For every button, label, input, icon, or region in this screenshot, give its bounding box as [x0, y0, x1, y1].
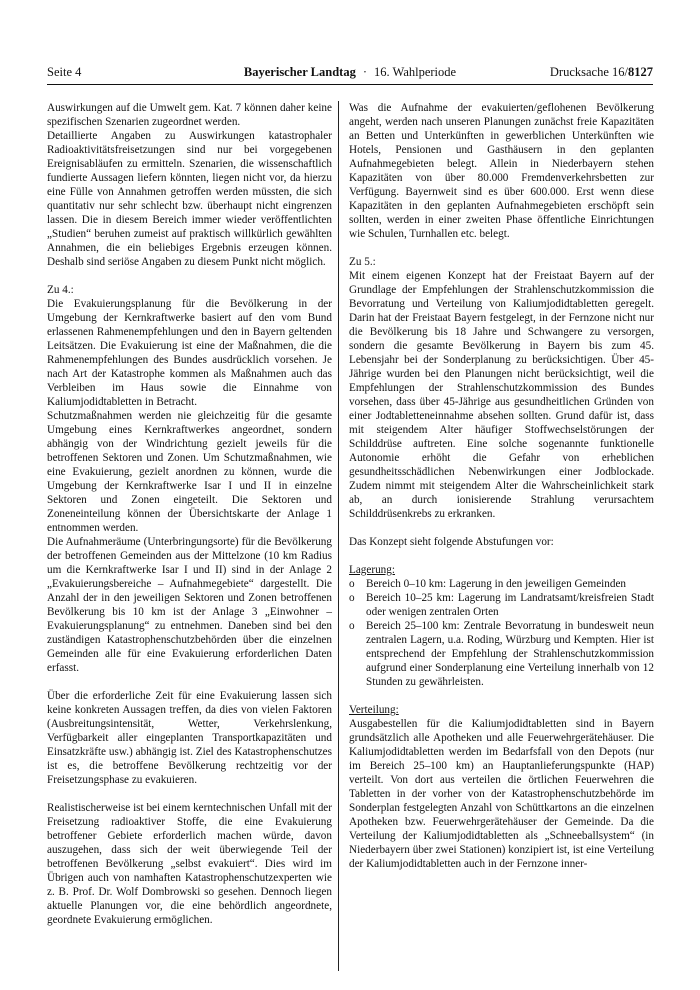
- list-item: [349, 591, 654, 619]
- bullet-marker: o: [349, 620, 355, 632]
- page-number: Seite 4: [47, 65, 82, 79]
- document-id-prefix: Drucksache 16/: [549, 65, 628, 79]
- right-column: [349, 101, 654, 871]
- publication-title: Bayerischer Landtag: [243, 65, 356, 79]
- bullet-marker: o: [349, 578, 355, 590]
- paragraph: Auswirkungen auf die Umwelt gem. Kat. 7 können daher keine spezifischen Szenarien zugeordnet werden.: [47, 102, 332, 128]
- list-item-text: Bereich 0–10 km: Lagerung in den jeweiligen Gemeinden: [366, 578, 627, 590]
- list-item-text: Bereich 10–25 km: Lagerung im Landratsamt/kreisfreien Stadt oder wenigen zentralen Orten: [366, 592, 654, 618]
- paragraph: Die Aufnahmeräume (Unterbringungsorte) für die Bevölkerung der betroffenen Gemeinden aus der Mittelzone (10 km Radius um die Kernkraftwerke Isar I und II) sind in der Anlage 2 „Evakuierungsbereiche – Aufnahmegebiete“ dargestellt. Die Anzahl der in den jeweiligen Sektoren und Zonen betroffenen Bevölkerung bis 10 km ist der Anlage 3 „Einwohner – Evakuierungsplanung“ zu entnehmen. Daneben sind bei den zuständigen Katastrophenschutzbehörden über die einzelnen Gemeinden alle für eine Evakuierung erforderlichen Daten erfasst.: [47, 536, 332, 674]
- header-separator: ·: [362, 65, 367, 79]
- paragraph: Schutzmaßnahmen werden nie gleichzeitig für die gesamte Umgebung eines Kernkraftwerkes angeordnet, sondern abhängig von der Windrichtung gezielt jeweils für die betroffenen Sektoren und Zonen. Um Schutzmaßnahmen, wie eine Evakuierung, gezielt anordnen zu können, wurde die Umgebung der Kernkraftwerke Isar I und II in einzelne Sektoren und Zonen eingeteilt. Die Sektoren und Zoneneinteilung können der Übersichtskarte der Anlage 1 entnommen werden.: [47, 410, 332, 534]
- section-heading: Zu 5.:: [349, 256, 376, 268]
- section-heading: Zu 4.:: [47, 284, 74, 296]
- paragraph: Mit einem eigenen Konzept hat der Freistaat Bayern auf der Grundlage der Empfehlungen der Strahlenschutzkommission die Bevorratung und Verteilung von Kaliumjodidtabletten geregelt. Darin hat der Freistaat Bayern festgelegt, in der Fernzone nicht nur die Bevölkerung bis 18 Jahre und Schwangere zu versorgen, sondern die gesamte Bevölkerung in Bayern bis zum 45. Lebensjahr bei der Sonderplanung zu berücksichtigen. Über 45-Jährige wurden bei den Planungen nicht berücksichtigt, weil die Empfehlungen der Strahlenschutzkommission des Bundes vorsehen, dass über 45-Jährige aus gesundheitlichen Gründen von einer Jodtabletteneinnahme absehen sollten. Grund dafür ist, dass mit steigendem Alter häufiger Stoffwechselstörungen der Schilddrüse auftreten. Eine solche sogenannte funktionelle Autonomie erhöht die Gefahr von erheblichen gesundheitsschädlichen Nebenwirkungen einer Jodblockade. Zudem nimmt mit steigendem Alter die Wahrscheinlichkeit stark ab, an durch ionisierende Strahlung verursachtem Schilddrüsenkrebs zu erkranken.: [349, 270, 654, 520]
- list-item: [349, 577, 654, 591]
- paragraph: Was die Aufnahme der evakuierten/geflohenen Bevölkerung angeht, werden nach unseren Planungen zunächst freie Kapazitäten an Betten und Unterkünften in gewerblichen Unterkünften wie Hotels, Pensionen und Gasthäusern in den geplanten Aufnahmegebieten belegt. Allein in Niederbayern stehen Kapazitäten von über 80.000 Fremdenverkehrsbetten zur Verfügung. Bayernweit sind es über 600.000. Erst wenn diese Kapazitäten in den geplanten Aufnahmegebieten erschöpft sein sollten, werden in einer zweiten Phase öffentliche Einrichtungen wie Schulen, Turnhallen etc. belegt.: [349, 102, 654, 240]
- paragraph: Die Evakuierungsplanung für die Bevölkerung in der Umgebung der Kernkraftwerke basiert auf den vom Bund erlassenen Rahmenempfehlungen und den in Bayern geltenden Leitsätzen. Die Evakuierung ist eine der Maßnahmen, die die Rahmenempfehlungen des Bundes ausdrücklich vorsehen. Je nach Art der Katastrophe kommen als Maßnahmen auch das Verbleiben im Haus sowie die Einnahme von Kaliumjodidtabletten in Betracht.: [47, 298, 332, 408]
- storage-list: [349, 577, 654, 689]
- paragraph: Das Konzept sieht folgende Abstufungen vor:: [349, 536, 554, 548]
- paragraph: Ausgabestellen für die Kaliumjodidtabletten sind in Bayern grundsätzlich alle Apotheken und alle Feuerwehrgerätehäuser. Die Kaliumjodidtabletten werden im Bedarfsfall von den Depots (nur im Bereich 25–100 km) an Hauptanlieferungspunkte (HAP) verteilt. Von dort aus verteilen die örtlichen Feuerwehren die Tabletten in der vorher von der Katastrophenschutzbehörde im Sonderplan festgelegten Anzahl von Schüttkartons an die einzelnen Apotheken bzw. Feuerwehrgerätehäuser der Gemeinde. Da die Verteilung der Kaliumjodidtabletten als „Schneeballsystem“ (in Niederbayern über zwei Stationen) konzipiert ist, ist eine Verteilung der Kaliumjodidtabletten auch in der Fernzone inner-: [349, 718, 654, 870]
- subheading-lagerung: Lagerung:: [349, 564, 395, 576]
- column-separator: [338, 101, 339, 971]
- bullet-marker: o: [349, 592, 355, 604]
- paragraph: Detaillierte Angaben zu Auswirkungen katastrophaler Radioaktivitätsfreisetzungen sind nur bei vorgegebenen Ereignisabläufen zu ermitteln. Szenarien, die wissenschaftlich fundierte Aussagen liefern könnten, liegen nicht vor, da hierzu eine Fülle von Annahmen getroffen werden müssten, die sich quantitativ nur sehr schlecht bzw. überhaupt nicht eingrenzen lassen. Die in diesem Bereich immer wieder veröffentlichten „Studien“ beruhen zumeist auf praktisch willkürlich gewählten Annahmen, die ein beliebiges Ergebnis erzeugen können. Deshalb sind seriöse Angaben zu diesem Punkt nicht möglich.: [47, 130, 332, 268]
- document-id-number: 8127: [628, 65, 653, 79]
- legislative-period: 16. Wahlperiode: [374, 65, 457, 79]
- list-item-text: Bereich 25–100 km: Zentrale Bevorratung in bundesweit neun zentralen Lagern, u.a. Roding, Würzburg und Kempten. Hier ist entsprechend der Empfehlung der Strahlenschutzkommission aufgrund einer Sonderplanung eine Verteilung innerhalb von 12 Stunden zu gewährleisten.: [366, 620, 654, 688]
- paragraph: Realistischerweise ist bei einem kerntechnischen Unfall mit der Freisetzung radioaktiver Stoffe, die eine Evakuierung betroffener Gebiete erforderlich machen würde, davon auszugehen, dass sich der weit überwiegende Teil der betroffenen Bevölkerung „selbst evakuiert“. Dies wird im Übrigen auch von namhaften Katastrophenschutzexperten wie z. B. Prof. Dr. Wolf Dombrowski so gesehen. Dennoch liegen aktuelle Planungen vor, die eine behördlich angeordnete, geordnete Evakuierung ermöglichen.: [47, 802, 332, 926]
- document-id: [550, 64, 653, 80]
- page-header: [47, 64, 653, 80]
- subheading-verteilung: Verteilung:: [349, 704, 399, 716]
- list-item: [349, 619, 654, 689]
- header-rule: [47, 84, 653, 85]
- left-column: [47, 101, 332, 927]
- paragraph: Über die erforderliche Zeit für eine Evakuierung lassen sich keine konkreten Aussagen treffen, da dies von vielen Faktoren (Ausbreitungsintensität, Wetter, Verkehrslenkung, Verfügbarkeit aller eingeplanten Transportkapazitäten und Einsatzkräfte usw.) abhängig ist. Ziel des Katastrophenschutzes ist es, die betroffene Bevölkerung rechtzeitig vor der Freisetzungsphase zu evakuieren.: [47, 690, 332, 786]
